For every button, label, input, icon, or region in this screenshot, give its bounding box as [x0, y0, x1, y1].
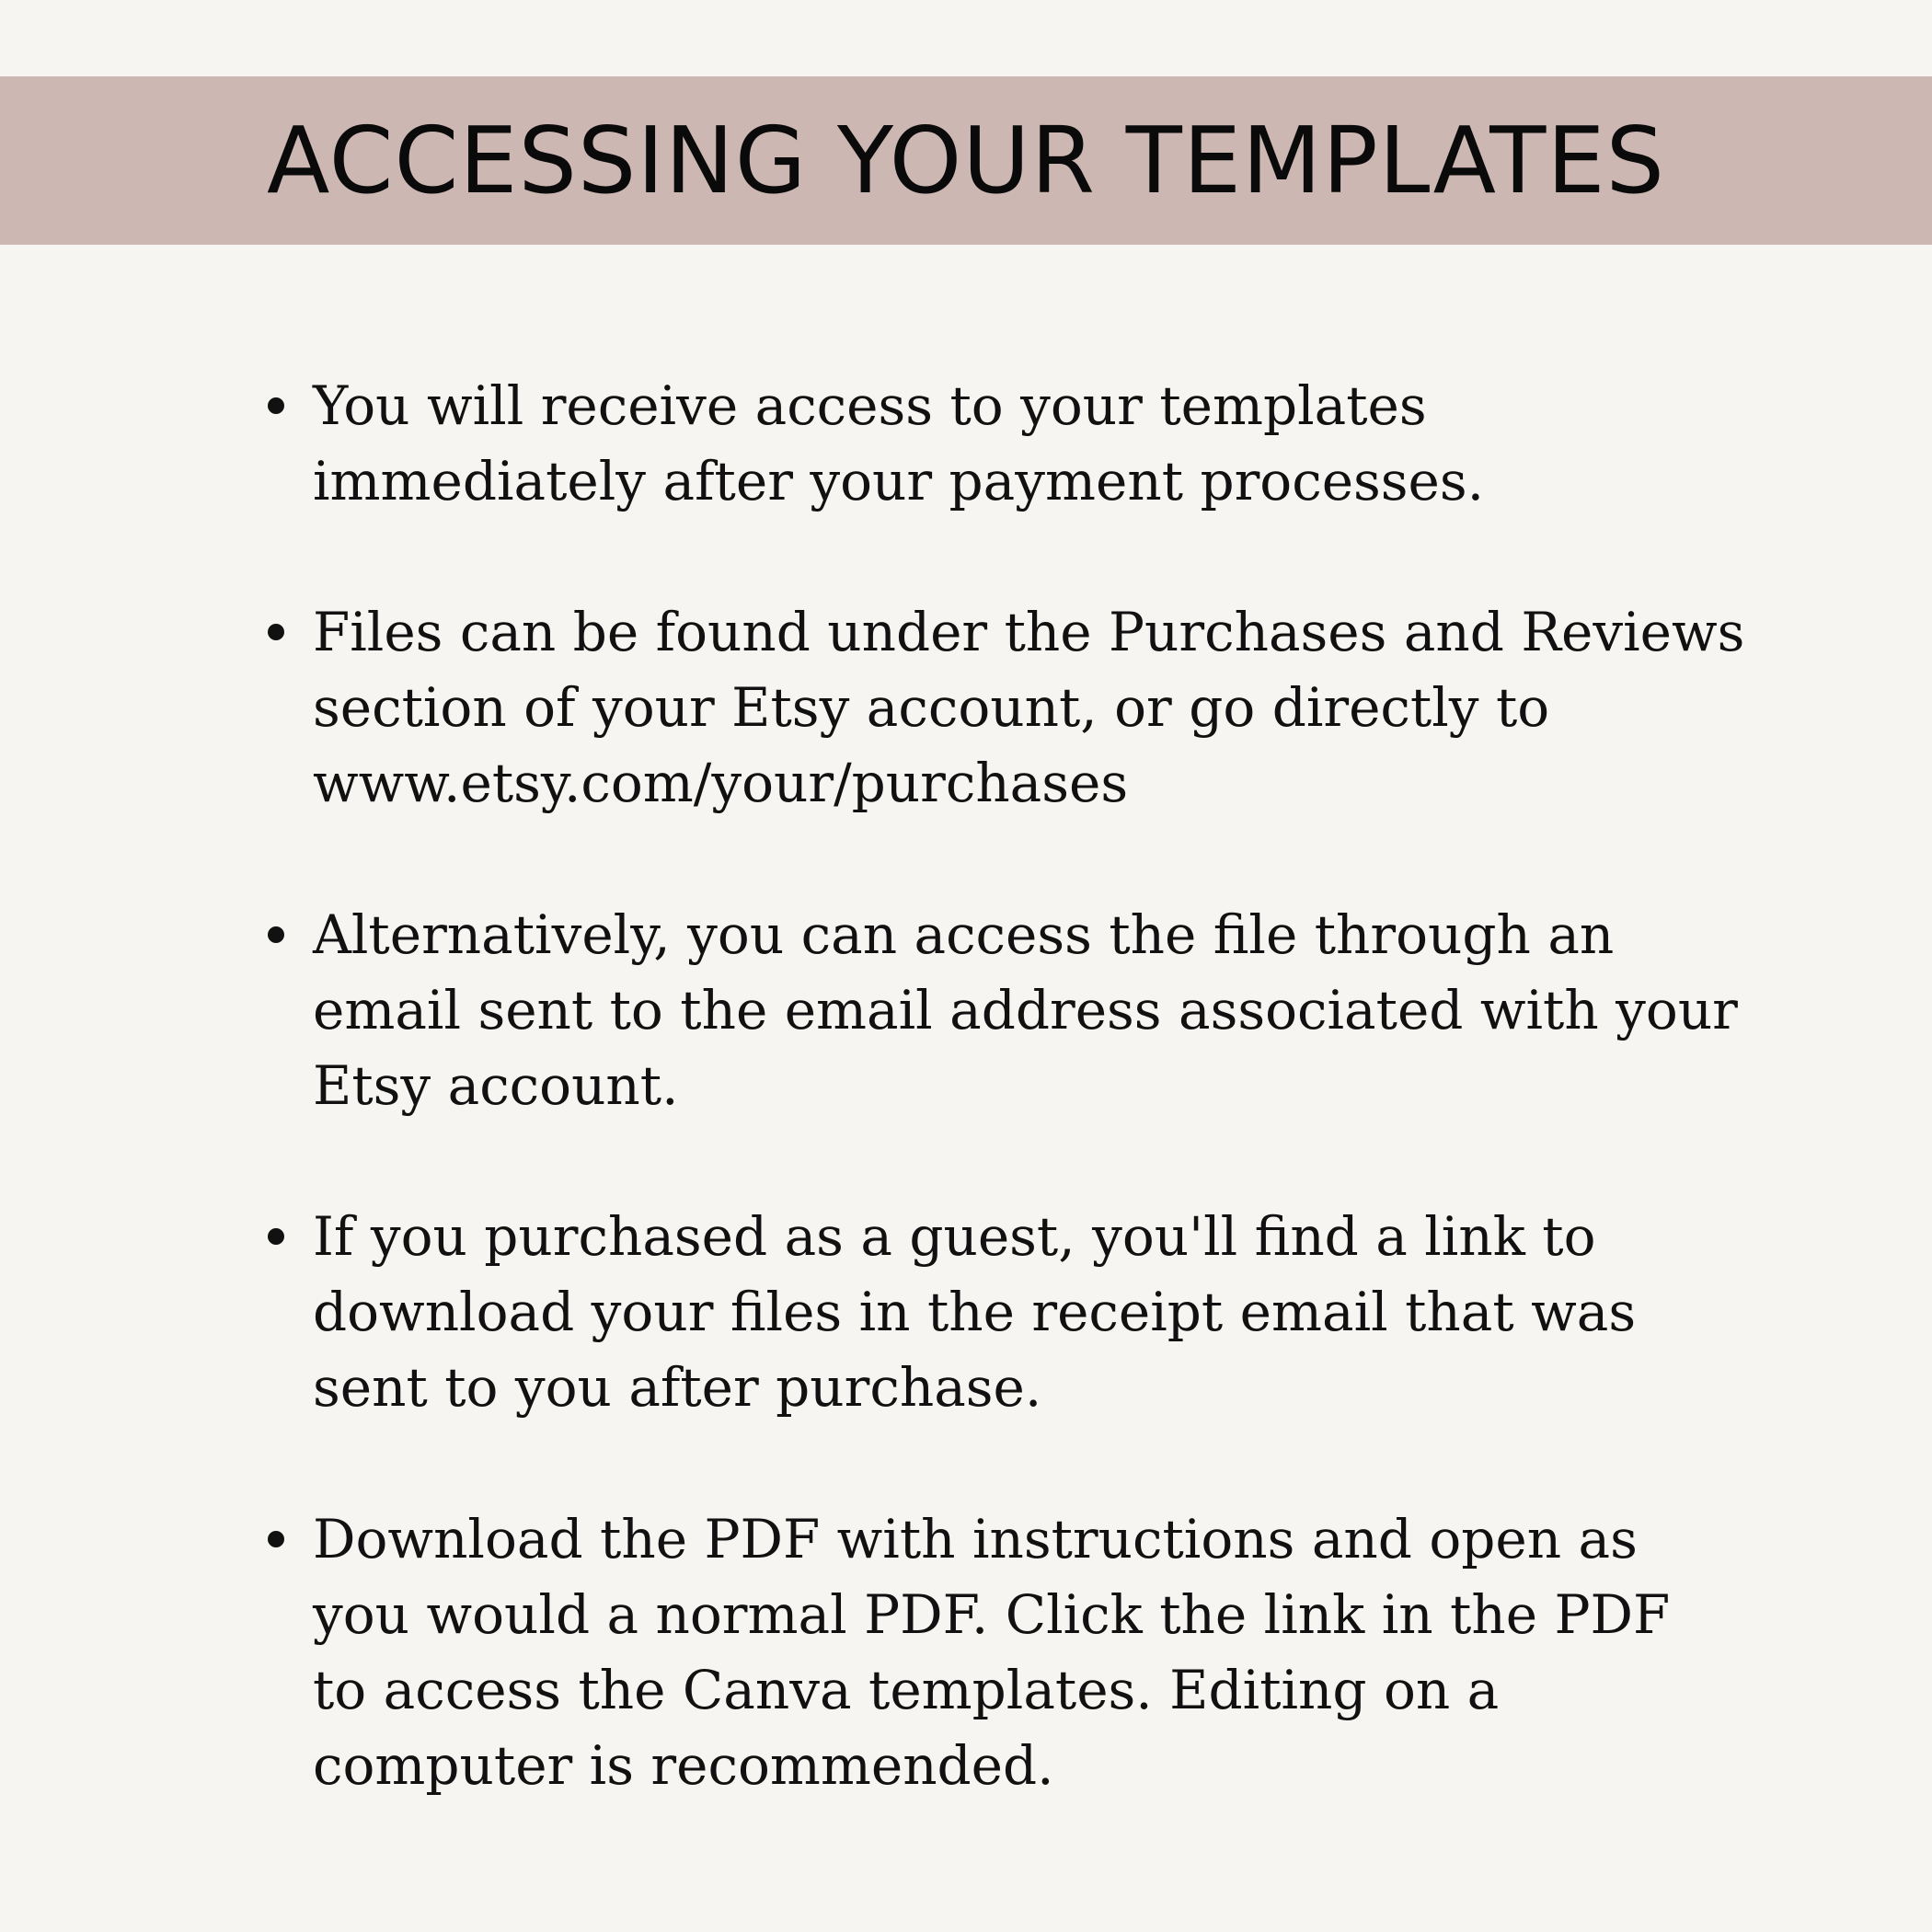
list-item — [265, 1199, 1774, 1425]
list-item — [265, 1501, 1774, 1803]
bullet-dot-icon — [265, 368, 313, 443]
instruction-text: Alternatively, you can access the file through an email sent to the email address associated with your Etsy account. — [313, 903, 1738, 1117]
instruction-text: Files can be found under the Purchases and Reviews section of your Etsy account, or go directly to www.etsy.com/your/purchases — [313, 601, 1745, 814]
instruction-text: You will receive access to your templates immediately after your payment processes. — [313, 374, 1485, 512]
list-item — [265, 897, 1774, 1123]
page-title: ACCESSING YOUR TEMPLATES — [266, 106, 1666, 214]
instruction-text: If you purchased as a guest, you'll find a link to download your files in the receipt email that was sent to you after purchase. — [313, 1205, 1637, 1419]
list-item — [265, 368, 1774, 519]
bullet-dot-icon — [265, 897, 313, 972]
bullet-dot-icon — [265, 1199, 313, 1274]
bullet-dot-icon — [265, 594, 313, 670]
bullet-dot-icon — [265, 1501, 313, 1577]
list-item — [265, 594, 1774, 821]
instruction-text: Download the PDF with instructions and open as you would a normal PDF. Click the link in the PDF to access the Canva templates. Editing on a computer is recommended. — [313, 1508, 1671, 1797]
